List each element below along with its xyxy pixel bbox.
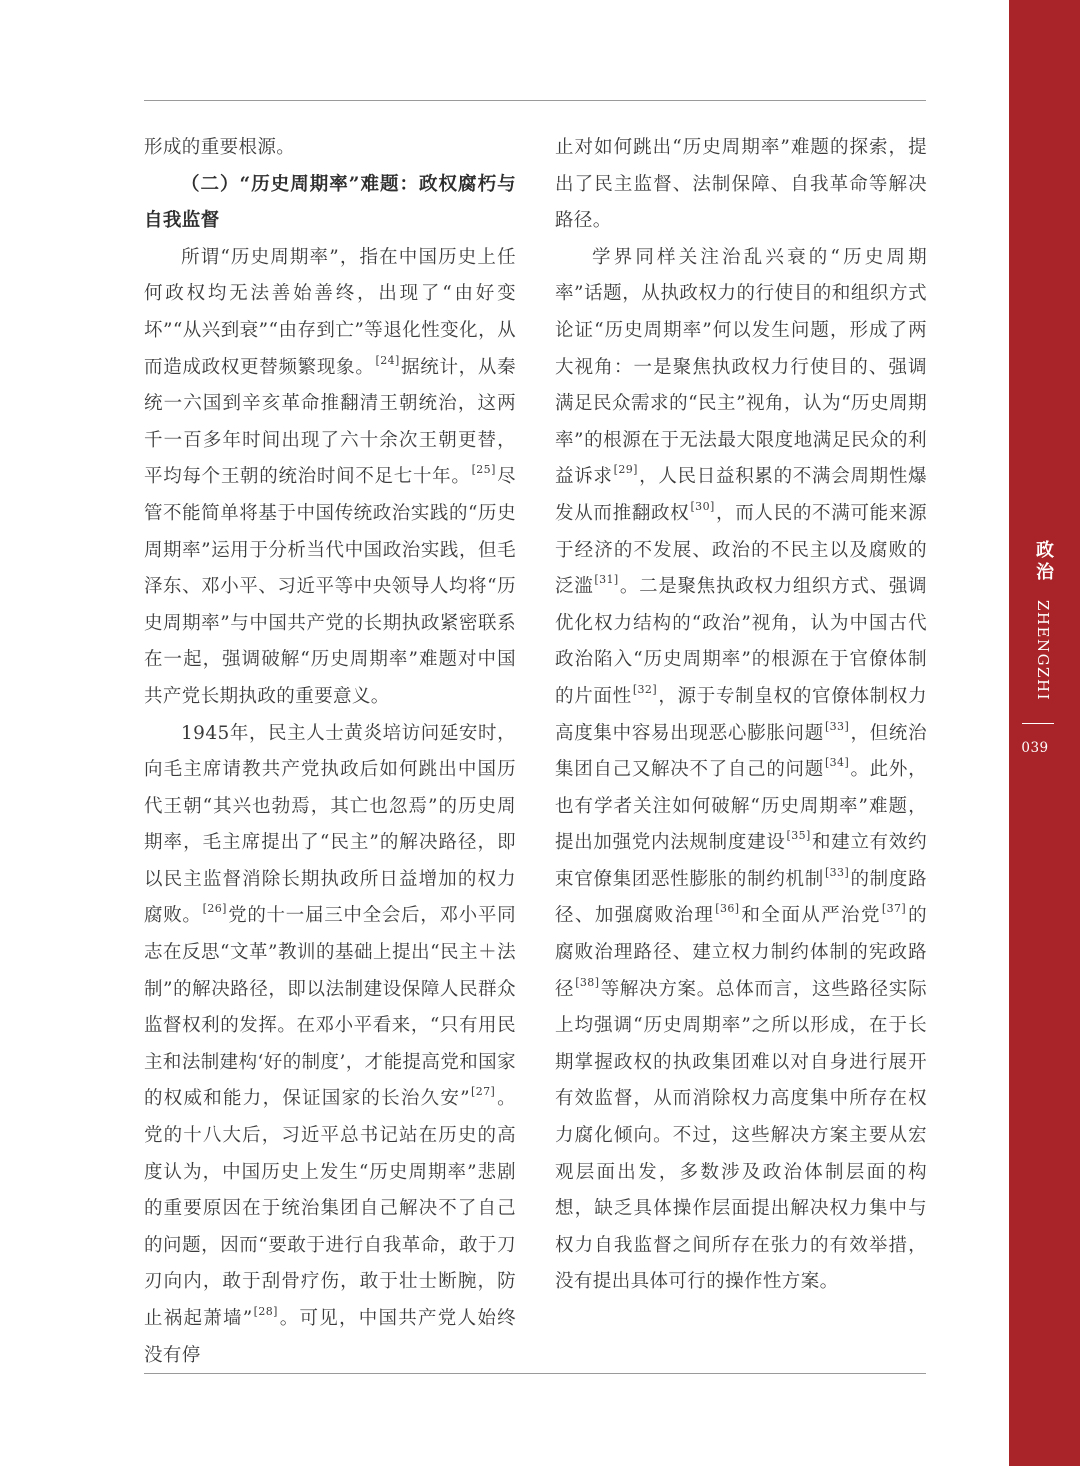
text-run: 学界同样关注治乱兴衰的“历史周期率”话题，从执政权力的行使目的和组织方式论证“历史周期率”何以发生问题，形成了两大视角：一是聚焦执政权力行使目的、强调满足民众需求的“民主”视角，认为“历史周期率”的根源在于无法最大限度地满足民众的利益诉求 <box>555 246 927 488</box>
citation: [32] <box>632 682 658 696</box>
citation: [38] <box>575 975 600 989</box>
text-run: 和全面从严治党 <box>740 905 881 927</box>
text-run: ，而人民的不满可能来源于经济的不发展、政治的不民主以及腐败的泛滥 <box>555 502 927 598</box>
citation: [30] <box>690 499 715 513</box>
text-run: 等解决方案。总体而言，这些路径实际上均强调“历史周期率”之所以形成，在于长期掌握政权的执政集团难以对自身进行展开有效监督，从而消除权力高度集中所存在权力腐化倾向。不过，这些解决方案主要从宏观层面出发，多数涉及政治体制层面的构想，缺乏具体操作层面提出解决权力集中与权力自我监督之间所存在张力的有效举措，没有提出具体可行的操作性方案。 <box>555 978 927 1293</box>
text-run: 。二是聚焦执政权力组织方式、强调优化权力结构的“政治”视角，认为中国古代政治陷入“历史周期率”的根源在于官僚体制的片面性 <box>555 576 927 707</box>
citation: [27] <box>471 1085 496 1099</box>
text-run: 止对如何跳出“历史周期率”难题的探索，提出了民主监督、法制保障、自我革命等解决路径。 <box>555 137 927 232</box>
para-3 <box>144 716 516 1375</box>
text-run: 。此外，也有学者关注如何破解“历史周期率”难题，提出加强党内法规制度建设 <box>555 759 927 854</box>
text-run: ，但统治集团自己又解决不了自己的问题 <box>555 722 927 781</box>
citation: [25] <box>471 463 496 477</box>
right-column <box>555 130 927 1301</box>
citation: [34] <box>824 756 850 770</box>
text-run: ，源于专制皇权的官僚体制权力高度集中容易出现恶心膨胀问题 <box>555 685 927 744</box>
text-run: 的制度路径、加强腐败治理 <box>555 868 927 927</box>
text-run: 。党的十八大后，习近平总书记站在历史的高度认为，中国历史上发生“历史周期率”悲剧的重要原因在于统治集团自己解决不了自己的问题，因而“要敢于进行自我革命，敢于刀刃向内，敢于刮骨疗伤，敢于壮士断腕，防止祸起萧墙” <box>144 1088 516 1329</box>
citation: [26] <box>202 902 227 916</box>
citation: [24] <box>375 353 400 367</box>
section-sidebar <box>1009 0 1080 1466</box>
bottom-rule <box>144 1373 926 1374</box>
citation: [29] <box>613 463 638 477</box>
text-run: 和建立有效约束官僚集团恶性膨胀的制约机制 <box>555 832 927 890</box>
top-rule <box>144 100 926 101</box>
sidebar-divider <box>1022 723 1054 724</box>
para-continued <box>555 130 927 240</box>
citation: [37] <box>881 902 907 916</box>
citation: [33] <box>824 719 850 733</box>
citation: [36] <box>715 902 740 916</box>
text-run: 的腐败治理路径、建立权力制约体制的宪政路径 <box>555 905 927 1000</box>
citation: [31] <box>594 573 619 587</box>
para-2 <box>144 240 516 716</box>
left-column <box>144 130 516 1374</box>
para-scholarship <box>555 240 927 1301</box>
citation: [33] <box>824 865 850 879</box>
section-title-en: ZHENGZHI <box>1034 599 1052 701</box>
text-run: ，人民日益积累的不满会周期性爆发从而推翻政权 <box>555 466 927 524</box>
section-title-zh: 政治 <box>1033 540 1054 584</box>
page-number: 039 <box>1021 740 1049 756</box>
text-run: 尽管不能简单将基于中国传统政治实践的“历史周期率”运用于分析当代中国政治实践，但毛泽东、邓小平、习近平等中央领导人均将“历史周期率”与中国共产党的长期执政紧密联系在一起，强调破解“历史周期率”难题对中国共产党长期执政的重要意义。 <box>144 466 516 707</box>
text-run: 党的十一届三中全会后，邓小平同志在反思“文革”教训的基础上提出“民主＋法制”的解决路径，即以法制建设保障人民群众监督权利的发挥。在邓小平看来，“只有用民主和法制建构‘好的制度’，才能提高党和国家的权威和能力，保证国家的长治久安” <box>144 905 516 1110</box>
text-run: 1945年，民主人士黄炎培访问延安时，向毛主席请教共产党执政后如何跳出中国历代王朝“其兴也勃焉，其亡也忽焉”的历史周期率，毛主席提出了“民主”的解决路径，即以民主监督消除长期执政所日益增加的权力腐败。 <box>144 722 516 927</box>
para-0: 形成的重要根源。 <box>144 137 296 158</box>
text-run: 据统计，从秦统一六国到辛亥革命推翻清王朝统治，这两千一百多年时间出现了六十余次王朝更替，平均每个王朝的统治时间不足七十年。 <box>144 356 516 488</box>
citation: [28] <box>253 1305 278 1318</box>
section-label <box>1020 540 1056 701</box>
citation: [35] <box>786 829 811 843</box>
section-heading: （二）“历史周期率”难题：政权腐朽与自我监督 <box>144 173 516 232</box>
text-run: 所谓“历史周期率”，指在中国历史上任何政权均无法善始善终，出现了“由好变坏”“从兴到衰”“由存到亡”等退化性变化，从而造成政权更替频繁现象。 <box>144 246 516 378</box>
text-run: 。可见，中国共产党人始终没有停 <box>144 1308 516 1366</box>
